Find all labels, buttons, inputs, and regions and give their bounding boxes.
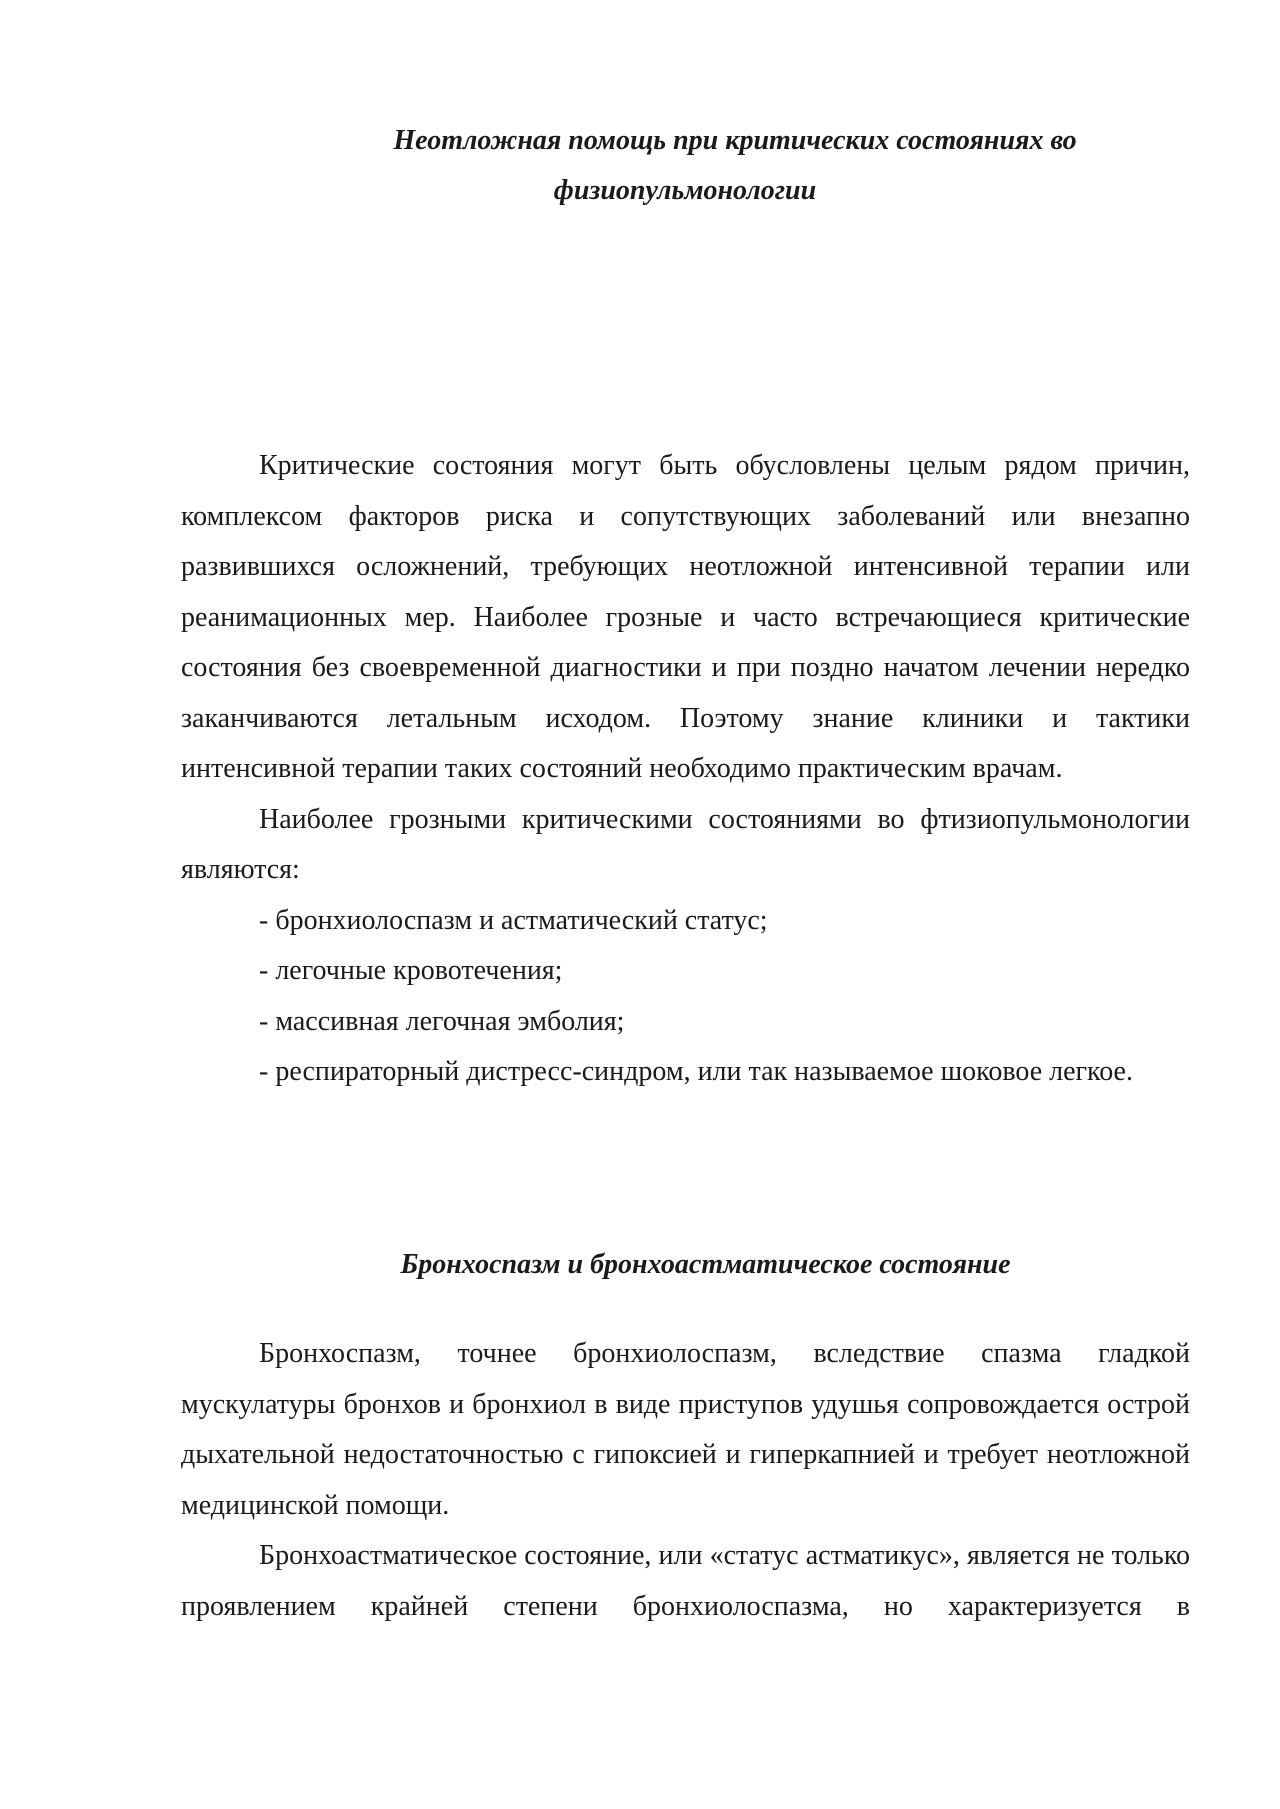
list-item: - респираторный дистресс-синдром, или так называемое шоковое легкое. <box>259 1056 1133 1087</box>
intro-paragraph: Критические состояния могут быть обусловлены целым рядом причин, комплексом факторов риска и сопутствующих заболеваний или внезапно развившихся осложнений, требующих неотложной интенсивной терапии или реанимационных мер. Наиболее грозные и часто встречающиеся критические состояния без своевременной диагностики и при поздно начатом лечении нередко заканчиваются летальным исходом. Поэтому знание клиники и тактики интенсивной терапии таких состояний необходимо практическим врачам. <box>181 450 1190 784</box>
document-title <box>180 116 1190 216</box>
list-item: - легочные кровотечения; <box>259 955 563 986</box>
list-intro-paragraph: Наиболее грозными критическими состояниями во фтизиопульмонологии являются: <box>181 803 1190 885</box>
list-item: - массивная легочная эмболия; <box>259 1005 625 1037</box>
title-line-2: физиопульмонологии <box>553 175 817 206</box>
section-block <box>181 1329 1190 1632</box>
intro-block <box>181 441 1190 1098</box>
title-line-1: Неотложная помощь при критических состояниях во <box>393 125 1077 156</box>
section-title: Бронхоспазм и бронхоастматическое состояние <box>400 1249 1011 1280</box>
section-paragraph-1: Бронхоспазм, точнее бронхиолоспазм, вследствие спазма гладкой мускулатуры бронхов и бронхиол в виде приступов удушья сопровождается острой дыхательной недостаточностью с гипоксией и гиперкапнией и требует неотложной медицинской помощи. <box>181 1338 1190 1521</box>
section-paragraph-2: Бронхоастматическое состояние, или «статус астматикус», является не только проявлением крайней степени бронхиолоспазма, но характеризуется в <box>181 1540 1190 1622</box>
list-item: - бронхиолоспазм и астматический статус; <box>259 904 768 936</box>
